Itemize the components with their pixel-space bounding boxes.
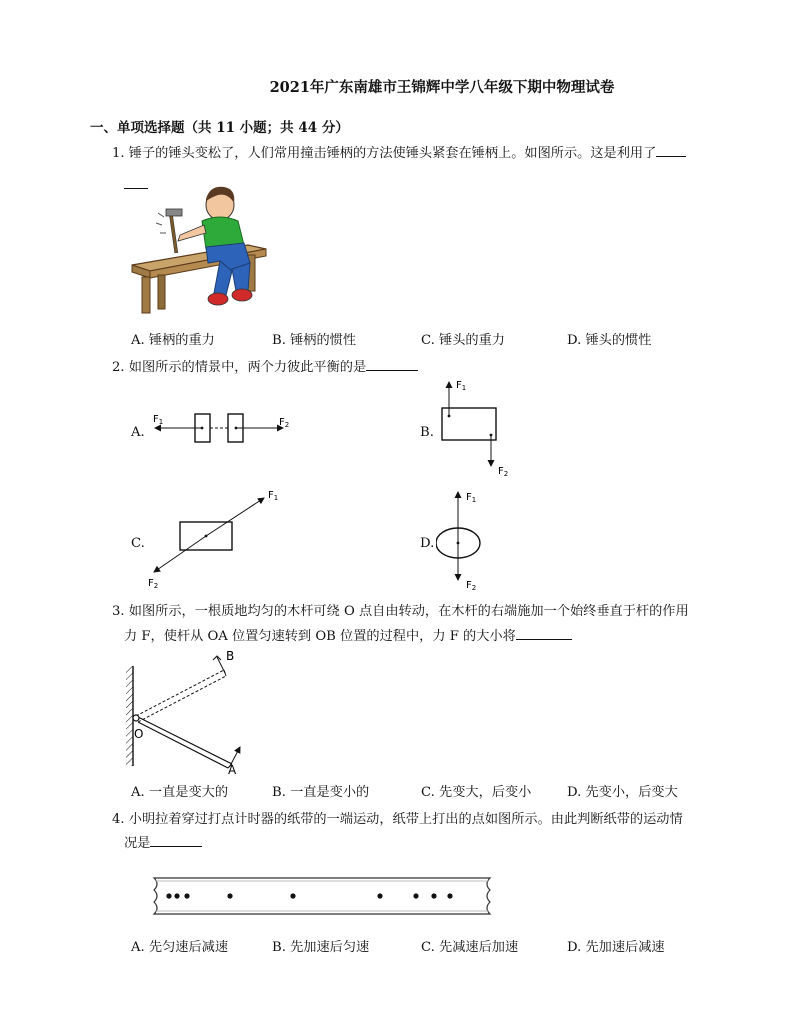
force-label-f2: $F_2$ <box>148 578 159 590</box>
q4-option-c[interactable]: C. 先减速后加速 <box>421 940 519 955</box>
q2-option-d-label[interactable]: D. <box>420 536 435 551</box>
q3-option-c[interactable]: C. 先变大，后变小 <box>421 785 532 800</box>
question-1 <box>112 143 742 164</box>
question-4-line2 <box>124 833 202 854</box>
force-label-f1: $F_1$ <box>466 492 477 504</box>
question-4 <box>112 810 752 830</box>
answer-blank <box>656 143 686 157</box>
question-3 <box>112 602 752 622</box>
tape-dot <box>431 893 436 898</box>
force-label-f1: $F_1$ <box>456 380 467 392</box>
tape-dot <box>174 893 179 898</box>
q1-option-d[interactable]: D. 锤头的惯性 <box>567 333 652 348</box>
question-text: 小明拉着穿过打点计时器的纸带的一端运动，纸带上打出的点如图所示。由此判断纸带的运动情 <box>128 812 683 827</box>
question-number: 2. <box>112 360 125 375</box>
question-text: 力 F，使杆从 OA 位置匀速转到 OB 位置的过程中，力 F 的大小将 <box>124 629 516 644</box>
tape-dot <box>166 893 171 898</box>
force-label-f2: $F_2$ <box>466 580 477 592</box>
force-label-f1: $F_1$ <box>268 490 279 502</box>
q2-option-b-label[interactable]: B. <box>420 425 434 440</box>
tape-dot <box>290 893 295 898</box>
question-number: 4. <box>112 812 125 827</box>
question-number: 3. <box>112 604 125 619</box>
hammer-illustration <box>128 183 273 318</box>
q1-option-a[interactable]: A. 锤柄的重力 <box>131 333 215 348</box>
q1-option-c[interactable]: C. 锤头的重力 <box>421 333 505 348</box>
q3-option-d[interactable]: D. 先变小，后变大 <box>567 785 678 800</box>
question-number: 1. <box>112 146 125 161</box>
tape-dot <box>413 893 418 898</box>
paper-tape-figure <box>148 872 498 920</box>
answer-blank <box>516 626 572 640</box>
q3-option-a[interactable]: A. 一直是变大的 <box>131 785 229 800</box>
lever-figure <box>124 646 254 776</box>
answer-blank <box>366 357 418 371</box>
q2-figure-d <box>436 486 506 592</box>
q2-option-a-label[interactable]: A. <box>131 425 145 440</box>
question-text: 况是 <box>124 836 151 851</box>
q3-option-b[interactable]: B. 一直是变小的 <box>272 785 370 800</box>
tape-dot <box>227 893 232 898</box>
question-text: 如图所示的情景中，两个力彼此平衡的是 <box>128 360 367 375</box>
q1-option-b[interactable]: B. 锤柄的惯性 <box>272 333 357 348</box>
answer-blank <box>150 833 202 847</box>
force-label-f2: $F_2$ <box>498 466 509 478</box>
label-a: A <box>228 763 237 776</box>
force-label-f1: $F_1$ <box>153 414 164 426</box>
section-heading: 一、单项选择题（共 11 小题；共 44 分） <box>90 120 349 136</box>
question-2 <box>112 357 418 378</box>
exam-title: 2021年广东南雄市王锦辉中学八年级下期中物理试卷 <box>269 79 615 96</box>
q4-option-a[interactable]: A. 先匀速后减速 <box>131 940 229 955</box>
question-3-line2 <box>124 626 572 647</box>
label-b: B <box>226 649 235 663</box>
q2-figure-b <box>432 376 522 480</box>
q4-option-b[interactable]: B. 先加速后匀速 <box>272 940 370 955</box>
tape-dot <box>377 893 382 898</box>
tape-dot <box>184 893 189 898</box>
tape-dot <box>447 893 452 898</box>
label-o: O <box>134 727 144 741</box>
question-text: 锤子的锤头变松了，人们常用撞击锤柄的方法使锤头紧套在锤柄上。如图所示。这是利用了 <box>128 146 657 161</box>
force-label-f2: $F_2$ <box>279 417 290 429</box>
q2-figure-a <box>145 408 305 448</box>
q4-option-d[interactable]: D. 先加速后减速 <box>567 940 665 955</box>
q2-option-c-label[interactable]: C. <box>131 536 145 551</box>
question-text: 如图所示，一根质地均匀的木杆可绕 O 点自由转动，在木杆的右端施加一个始终垂直于杆的作用 <box>128 604 689 619</box>
q2-figure-c <box>142 486 292 590</box>
